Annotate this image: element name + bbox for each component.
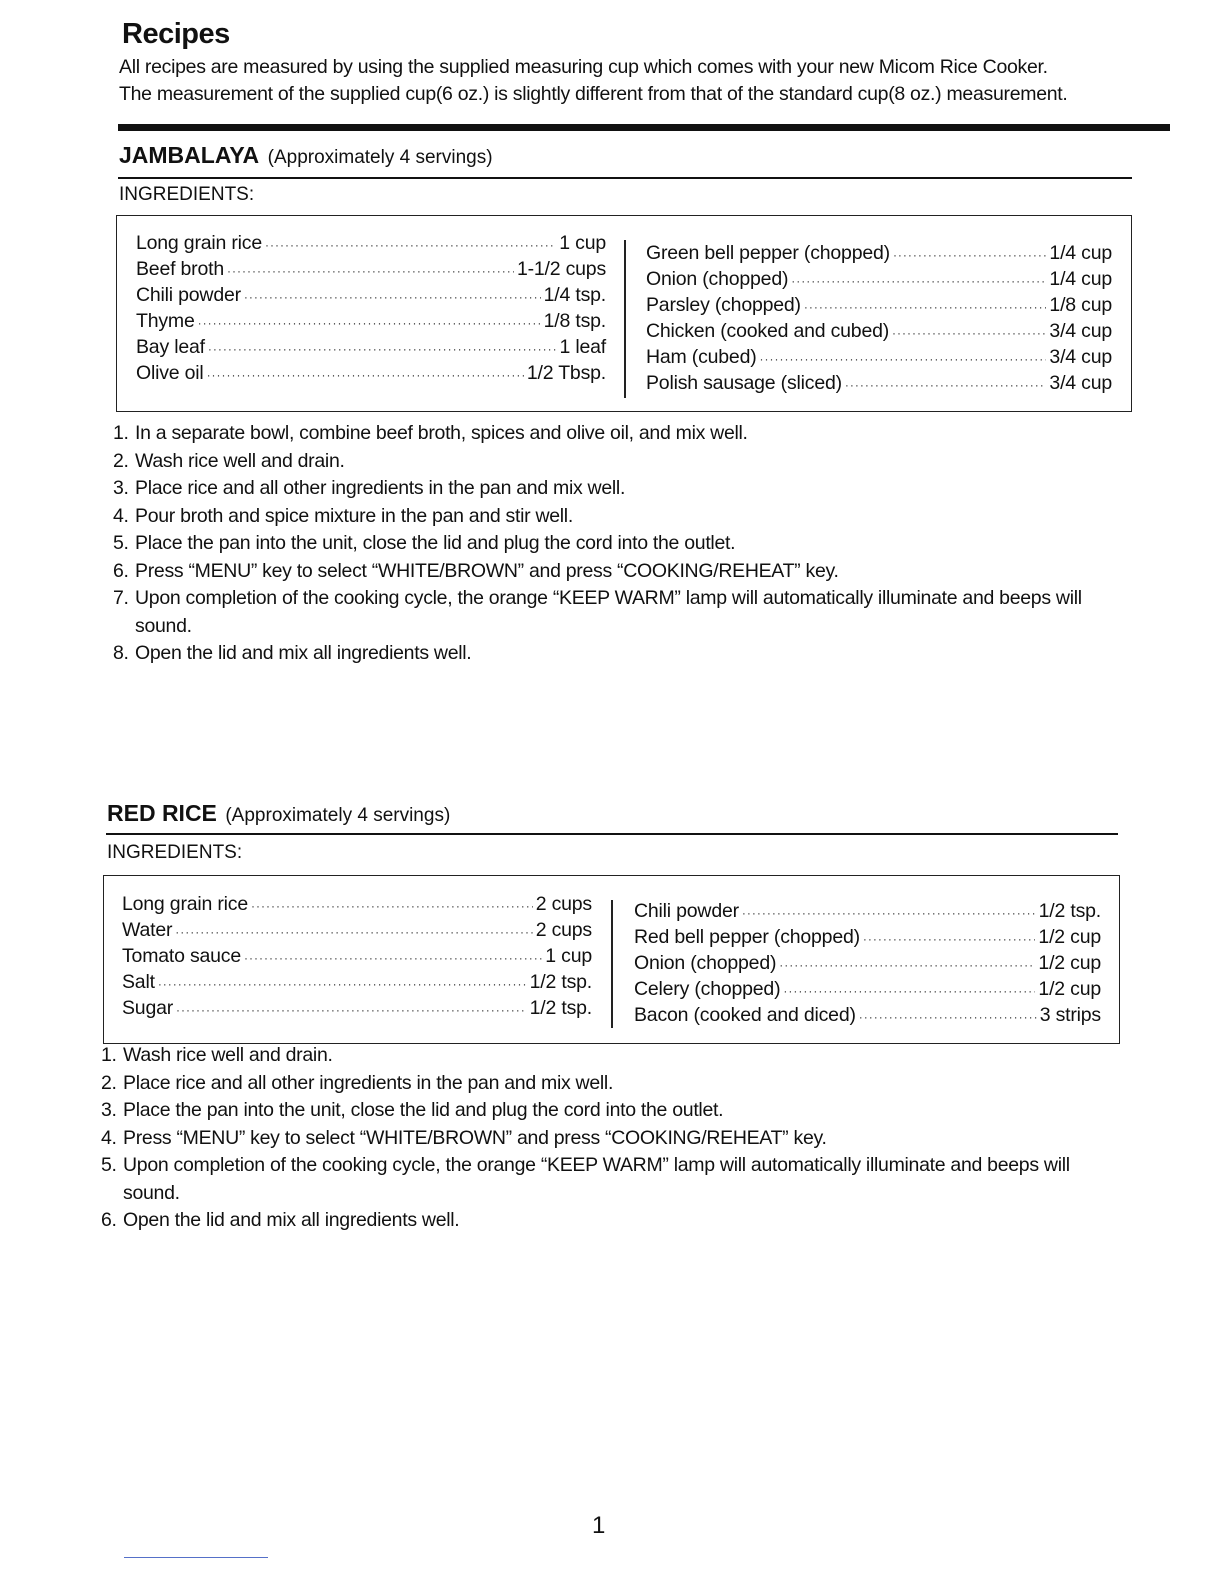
- instruction-step: [113, 640, 1123, 668]
- dot-leader: [791, 268, 1046, 294]
- step-number: 6.: [101, 1209, 117, 1231]
- page-title: Recipes: [122, 18, 230, 50]
- ingredient-name: Salt: [122, 971, 155, 993]
- ingredient-amount: 3/4 cup: [1049, 320, 1112, 342]
- ingredient-row: [646, 344, 1112, 370]
- ingredient-amount: 1 leaf: [559, 336, 606, 358]
- ingredient-name: Olive oil: [136, 362, 204, 384]
- recipe-heading-jambalaya: [119, 142, 493, 169]
- ingredient-amount: 1/2 tsp.: [529, 971, 592, 993]
- dot-leader: [760, 346, 1047, 372]
- instruction-step: [113, 530, 1123, 558]
- recipe-servings: (Approximately 4 servings): [225, 805, 451, 826]
- ingredient-name: Long grain rice: [122, 893, 248, 915]
- dot-leader: [804, 294, 1047, 320]
- ingredient-row: [634, 1002, 1101, 1028]
- instruction-step: [101, 1207, 1111, 1235]
- page-number: 1: [592, 1512, 606, 1539]
- ingredients-right-column: [634, 898, 1101, 1028]
- dot-leader: [783, 978, 1035, 1004]
- dot-leader: [859, 1004, 1037, 1030]
- step-text: Place rice and all other ingredients in the pan and mix well.: [135, 477, 626, 499]
- step-text: Open the lid and mix all ingredients well.: [135, 642, 472, 664]
- instruction-step: [101, 1042, 1111, 1070]
- ingredient-name: Thyme: [136, 310, 195, 332]
- ingredient-row: [136, 256, 606, 282]
- dot-leader: [845, 372, 1047, 398]
- ingredients-left-column: [122, 891, 592, 1021]
- ingredient-name: Ham (cubed): [646, 346, 757, 368]
- ingredient-amount: 1/2 tsp.: [1038, 900, 1101, 922]
- step-number: 3.: [113, 477, 129, 499]
- step-text: In a separate bowl, combine beef broth, spices and olive oil, and mix well.: [135, 422, 748, 444]
- instruction-step: [113, 585, 1123, 640]
- dot-leader: [742, 900, 1036, 926]
- ingredient-name: Onion (chopped): [634, 952, 777, 974]
- step-text: Press “MENU” key to select “WHITE/BROWN” and press “COOKING/REHEAT” key.: [135, 559, 839, 582]
- ingredients-label: INGREDIENTS:: [119, 184, 255, 205]
- ingredient-row: [646, 240, 1112, 266]
- step-text: Upon completion of the cooking cycle, the orange “KEEP WARM” lamp will automatically illuminate and beeps will sound.: [135, 587, 1082, 637]
- ingredient-amount: 3 strips: [1039, 1004, 1101, 1026]
- ingredient-name: Tomato sauce: [122, 945, 241, 967]
- ingredient-amount: 1/2 Tbsp.: [526, 362, 606, 384]
- step-number: 4.: [113, 504, 129, 527]
- instruction-step: [101, 1097, 1111, 1125]
- dot-leader: [208, 336, 557, 362]
- step-number: 6.: [113, 559, 129, 582]
- step-number: 5.: [101, 1154, 117, 1176]
- step-text: Open the lid and mix all ingredients well.: [123, 1209, 460, 1231]
- dot-leader: [207, 362, 524, 388]
- ingredient-name: Parsley (chopped): [646, 294, 801, 316]
- step-number: 2.: [101, 1071, 117, 1094]
- ingredients-left-column: [136, 230, 606, 386]
- ingredient-amount: 1/2 tsp.: [529, 997, 592, 1019]
- ingredient-amount: 2 cups: [535, 919, 592, 941]
- step-text: Wash rice well and drain.: [135, 449, 345, 472]
- dot-leader: [244, 284, 541, 310]
- ingredient-name: Green bell pepper (chopped): [646, 242, 890, 264]
- recipe-name: RED RICE: [107, 800, 217, 826]
- ingredient-row: [634, 924, 1101, 950]
- ingredient-amount: 1 cup: [559, 232, 606, 254]
- ingredient-name: Long grain rice: [136, 232, 262, 254]
- ingredient-name: Chili powder: [136, 284, 241, 306]
- dot-leader: [198, 310, 541, 336]
- ingredient-row: [136, 230, 606, 256]
- ingredient-name: Onion (chopped): [646, 268, 789, 290]
- ingredient-amount: 3/4 cup: [1049, 346, 1112, 368]
- instructions-red-rice: [101, 1042, 1111, 1235]
- ingredient-row: [136, 334, 606, 360]
- ingredient-row: [122, 969, 592, 995]
- instructions-jambalaya: [113, 420, 1123, 668]
- recipe-servings: (Approximately 4 servings): [267, 147, 493, 168]
- ingredients-divider: [624, 240, 626, 398]
- ingredient-name: Celery (chopped): [634, 978, 781, 1000]
- intro-line: The measurement of the supplied cup(6 oz.) is slightly different from that of the standard cup(8 oz.) measurement.: [119, 83, 1068, 105]
- intro-line: All recipes are measured by using the supplied measuring cup which comes with your new Micom Rice Cooker.: [119, 56, 1048, 78]
- ingredient-amount: 1/4 cup: [1049, 268, 1112, 290]
- ingredient-name: Beef broth: [136, 258, 224, 280]
- ingredient-row: [122, 917, 592, 943]
- step-number: 1.: [113, 422, 129, 444]
- ingredient-row: [136, 282, 606, 308]
- step-number: 1.: [101, 1044, 117, 1066]
- ingredient-row: [136, 308, 606, 334]
- instruction-step: [101, 1070, 1111, 1098]
- ingredient-name: Sugar: [122, 997, 174, 1019]
- footer-line: [124, 1557, 268, 1558]
- step-number: 4.: [101, 1126, 117, 1149]
- ingredient-name: Chili powder: [634, 900, 739, 922]
- step-text: Place the pan into the unit, close the lid and plug the cord into the outlet.: [135, 532, 736, 554]
- ingredient-row: [136, 360, 606, 386]
- step-text: Upon completion of the cooking cycle, the orange “KEEP WARM” lamp will automatically illuminate and beeps will sound.: [123, 1154, 1070, 1204]
- ingredient-name: Chicken (cooked and cubed): [646, 320, 890, 342]
- instruction-step: [113, 558, 1123, 586]
- dot-leader: [779, 952, 1035, 978]
- instruction-step: [113, 503, 1123, 531]
- recipe-name: JAMBALAYA: [119, 142, 260, 168]
- ingredient-row: [646, 370, 1112, 396]
- step-number: 7.: [113, 587, 129, 609]
- header-rule: [118, 124, 1170, 131]
- ingredient-amount: 3/4 cup: [1049, 372, 1112, 394]
- dot-leader: [893, 242, 1046, 268]
- intro-paragraph: [119, 54, 1149, 108]
- ingredient-row: [634, 898, 1101, 924]
- ingredient-amount: 1/8 cup: [1049, 294, 1112, 316]
- step-number: 2.: [113, 449, 129, 472]
- ingredient-amount: 2 cups: [535, 893, 592, 915]
- ingredient-row: [634, 976, 1101, 1002]
- dot-leader: [251, 893, 533, 919]
- dot-leader: [176, 997, 527, 1023]
- dot-leader: [863, 926, 1036, 952]
- instruction-step: [113, 448, 1123, 476]
- step-text: Place the pan into the unit, close the lid and plug the cord into the outlet.: [123, 1099, 724, 1121]
- ingredient-amount: 1/4 tsp.: [543, 284, 606, 306]
- ingredient-amount: 1/2 cup: [1038, 978, 1101, 1000]
- step-text: Press “MENU” key to select “WHITE/BROWN” and press “COOKING/REHEAT” key.: [123, 1126, 827, 1149]
- recipe-heading-red-rice: [107, 800, 450, 827]
- recipe-heading-underline: [118, 177, 1132, 179]
- ingredients-divider: [611, 900, 613, 1028]
- ingredient-row: [646, 292, 1112, 318]
- ingredient-name: Polish sausage (sliced): [646, 372, 842, 394]
- step-text: Place rice and all other ingredients in the pan and mix well.: [123, 1071, 614, 1094]
- ingredient-name: Red bell pepper (chopped): [634, 926, 860, 948]
- dot-leader: [265, 232, 556, 258]
- step-number: 8.: [113, 642, 129, 664]
- instruction-step: [101, 1152, 1111, 1207]
- ingredient-row: [122, 891, 592, 917]
- dot-leader: [175, 919, 532, 945]
- step-text: Pour broth and spice mixture in the pan and stir well.: [135, 504, 573, 527]
- ingredient-amount: 1/8 tsp.: [543, 310, 606, 332]
- ingredient-amount: 1/2 cup: [1038, 952, 1101, 974]
- ingredients-label: INGREDIENTS:: [107, 842, 243, 863]
- dot-leader: [244, 945, 542, 971]
- dot-leader: [227, 258, 514, 284]
- instruction-step: [113, 475, 1123, 503]
- ingredients-right-column: [646, 240, 1112, 396]
- ingredient-row: [122, 943, 592, 969]
- instruction-step: [101, 1125, 1111, 1153]
- ingredient-name: Water: [122, 919, 173, 941]
- ingredient-row: [646, 266, 1112, 292]
- step-text: Wash rice well and drain.: [123, 1044, 333, 1066]
- ingredient-row: [646, 318, 1112, 344]
- step-number: 3.: [101, 1099, 117, 1121]
- step-number: 5.: [113, 532, 129, 554]
- ingredient-row: [122, 995, 592, 1021]
- dot-leader: [892, 320, 1046, 346]
- dot-leader: [158, 971, 527, 997]
- ingredient-name: Bacon (cooked and diced): [634, 1004, 856, 1026]
- ingredient-row: [634, 950, 1101, 976]
- ingredient-amount: 1/2 cup: [1038, 926, 1101, 948]
- recipe-heading-underline: [106, 833, 1118, 835]
- ingredient-amount: 1 cup: [545, 945, 592, 967]
- ingredient-amount: 1/4 cup: [1049, 242, 1112, 264]
- ingredient-amount: 1-1/2 cups: [516, 258, 606, 280]
- ingredient-name: Bay leaf: [136, 336, 205, 358]
- instruction-step: [113, 420, 1123, 448]
